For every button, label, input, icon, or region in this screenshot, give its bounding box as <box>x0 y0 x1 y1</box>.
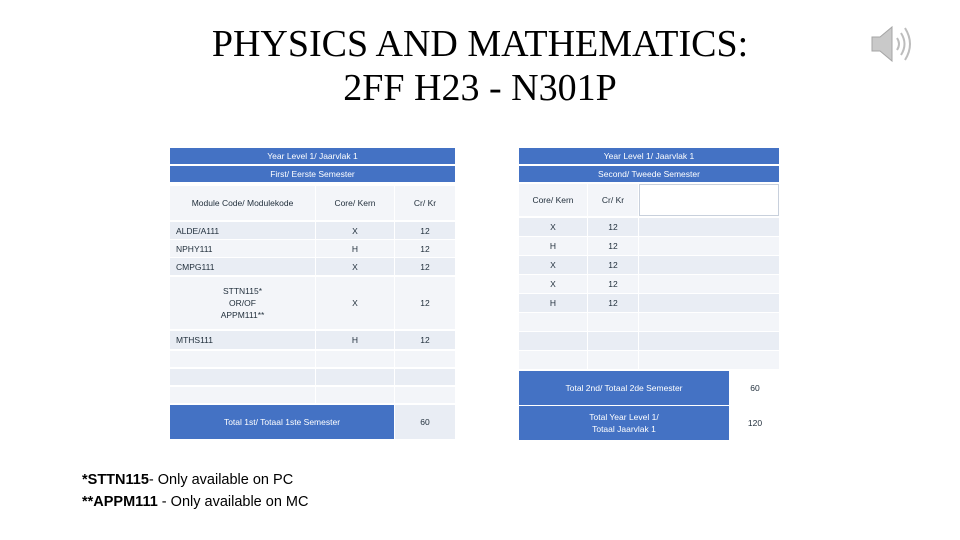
s2-row4-empty <box>639 275 779 293</box>
s1-empty-row1-b <box>316 351 394 367</box>
footnote-sttn115-code: *STTN115 <box>82 472 149 488</box>
s1-row4-module-l2: OR/OF <box>229 298 256 308</box>
s2-row1-core: X <box>519 218 587 236</box>
s1-row4-module-l3: APPM111** <box>220 310 265 320</box>
s2-row5-core: H <box>519 294 587 312</box>
page-title-line2: 2FF H23 - N301P <box>343 67 617 109</box>
s2-row1-credits: 12 <box>588 218 638 236</box>
s2-empty-row1-b <box>588 313 638 331</box>
s2-empty-row1-a <box>519 313 587 331</box>
s2-row5-empty <box>639 294 779 312</box>
s2-year-header: Year Level 1/ Jaarvlak 1 <box>519 148 779 164</box>
s1-row2-core: H <box>316 240 394 257</box>
s2-semester-header: Second/ Tweede Semester <box>519 166 779 182</box>
s1-total-label: Total 1st/ Totaal 1ste Semester <box>170 405 394 439</box>
s1-total-value: 60 <box>395 405 455 439</box>
s1-col-core: Core/ Kern <box>316 186 394 220</box>
page-title-line1: PHYSICS AND MATHEMATICS: <box>211 23 749 65</box>
s1-row1-core: X <box>316 222 394 239</box>
s1-row4-credits: 12 <box>395 277 455 329</box>
s1-row2-credits: 12 <box>395 240 455 257</box>
s2-col-credits: Cr/ Kr <box>588 184 638 216</box>
footnote-appm111-text: - Only available on MC <box>157 494 309 510</box>
year-total-label-l1: Total Year Level 1/ <box>589 412 659 422</box>
s2-empty-row3-a <box>519 351 587 369</box>
s2-empty-row2-a <box>519 332 587 350</box>
s1-row4-module <box>170 277 315 329</box>
s2-row2-core: H <box>519 237 587 255</box>
s2-col-empty <box>639 184 779 216</box>
s1-row5-credits: 12 <box>395 331 455 349</box>
year-total-value: 120 <box>731 406 779 440</box>
s1-row3-core: X <box>316 258 394 275</box>
s1-semester-header: First/ Eerste Semester <box>170 166 455 182</box>
s1-row5-module: MTHS111 <box>170 331 315 349</box>
s1-empty-row2-c <box>395 369 455 385</box>
s1-row3-module: CMPG111 <box>170 258 315 275</box>
s2-row4-core: X <box>519 275 587 293</box>
s2-row5-credits: 12 <box>588 294 638 312</box>
year-total-label <box>519 406 729 440</box>
s1-row2-module: NPHY111 <box>170 240 315 257</box>
s2-row1-empty <box>639 218 779 236</box>
s2-col-core: Core/ Kern <box>519 184 587 216</box>
s2-row2-credits: 12 <box>588 237 638 255</box>
s1-empty-row2-b <box>316 369 394 385</box>
s1-empty-row3-b <box>316 387 394 403</box>
s2-row3-core: X <box>519 256 587 274</box>
s1-empty-row2-a <box>170 369 315 385</box>
footnote-appm111 <box>82 494 308 510</box>
s2-empty-row3-b <box>588 351 638 369</box>
s2-empty-row2-c <box>639 332 779 350</box>
s1-col-credits: Cr/ Kr <box>395 186 455 220</box>
s1-row1-credits: 12 <box>395 222 455 239</box>
s2-empty-row2-b <box>588 332 638 350</box>
s1-row4-core: X <box>316 277 394 329</box>
s2-row3-empty <box>639 256 779 274</box>
s1-empty-row3-c <box>395 387 455 403</box>
s1-col-module: Module Code/ Modulekode <box>170 186 315 220</box>
s1-empty-row3-a <box>170 387 315 403</box>
year-total-label-l2: Totaal Jaarvlak 1 <box>592 424 656 434</box>
s2-row3-credits: 12 <box>588 256 638 274</box>
s2-total-label: Total 2nd/ Totaal 2de Semester <box>519 371 729 405</box>
s2-row4-credits: 12 <box>588 275 638 293</box>
s2-empty-row3-c <box>639 351 779 369</box>
s1-row5-core: H <box>316 331 394 349</box>
footnote-appm111-code: **APPM111 <box>82 494 158 510</box>
footnote-sttn115 <box>82 472 293 488</box>
s1-row3-credits: 12 <box>395 258 455 275</box>
s1-row1-module: ALDE/A111 <box>170 222 315 239</box>
footnote-sttn115-text: - Only available on PC <box>148 472 294 488</box>
s1-year-header: Year Level 1/ Jaarvlak 1 <box>170 148 455 164</box>
s1-empty-row1-a <box>170 351 315 367</box>
s1-row4-module-l1: STTN115* <box>222 286 263 296</box>
speaker-icon[interactable] <box>866 22 916 66</box>
s2-empty-row1-c <box>639 313 779 331</box>
s2-total-value: 60 <box>731 371 779 405</box>
s1-empty-row1-c <box>395 351 455 367</box>
s2-row2-empty <box>639 237 779 255</box>
